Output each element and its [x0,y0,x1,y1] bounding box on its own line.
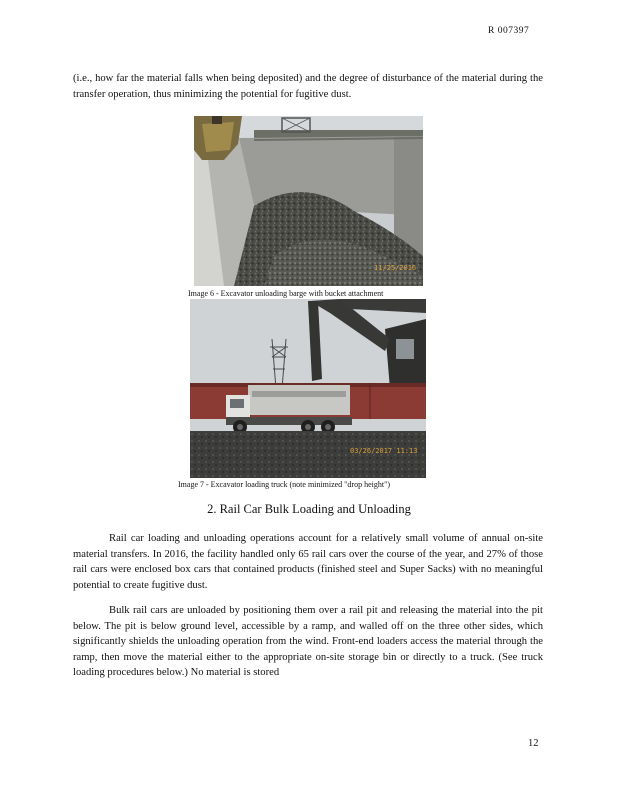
paragraph-intro: (i.e., how far the material falls when being deposited) and the degree of disturbance of the material during the transfer operation, thus minimizing the potential for fugitive dust. [73,73,543,100]
paragraph-rail-car-volume: Rail car loading and unloading operations account for a relatively small volume of annual on-site material transfers. In 2016, the facility handled only 65 rail cars over the course of the year, and 27% of those rail cars were enclosed box cars that contained products (finished steel and Super Sacks) with no meaningful potential to create fugitive dust. [73,533,543,591]
photo-date-stamp: 03/26/2017 11:13 [350,447,418,455]
truck-photo-illustration [190,299,426,478]
figure-barge-unloading-photo [194,116,423,286]
page-number: 12 [528,738,539,749]
photo-date-stamp: 11/25/2016 [374,264,417,272]
barge-photo-illustration [194,116,423,286]
figure-caption: Image 6 - Excavator unloading barge with bucket attachment [188,289,384,298]
section-heading: 2. Rail Car Bulk Loading and Unloading [207,502,411,516]
paragraph-bulk-unloading: Bulk rail cars are unloaded by positioning them over a rail pit and releasing the material into the pit below. The pit is below ground level, accessible by a ramp, and walled off on the three other sides, which significantly shields the unloading operation from the wind. Front-end loaders access the material through the ramp, then move the material either to the appropriate on-site storage bin or directly to a truck. (See truck loading procedures below.) No material is stored [73,605,543,679]
bates-number: R 007397 [488,26,530,36]
figure-truck-loading-photo [190,299,426,478]
figure-caption: Image 7 - Excavator loading truck (note minimized "drop height") [178,480,391,489]
